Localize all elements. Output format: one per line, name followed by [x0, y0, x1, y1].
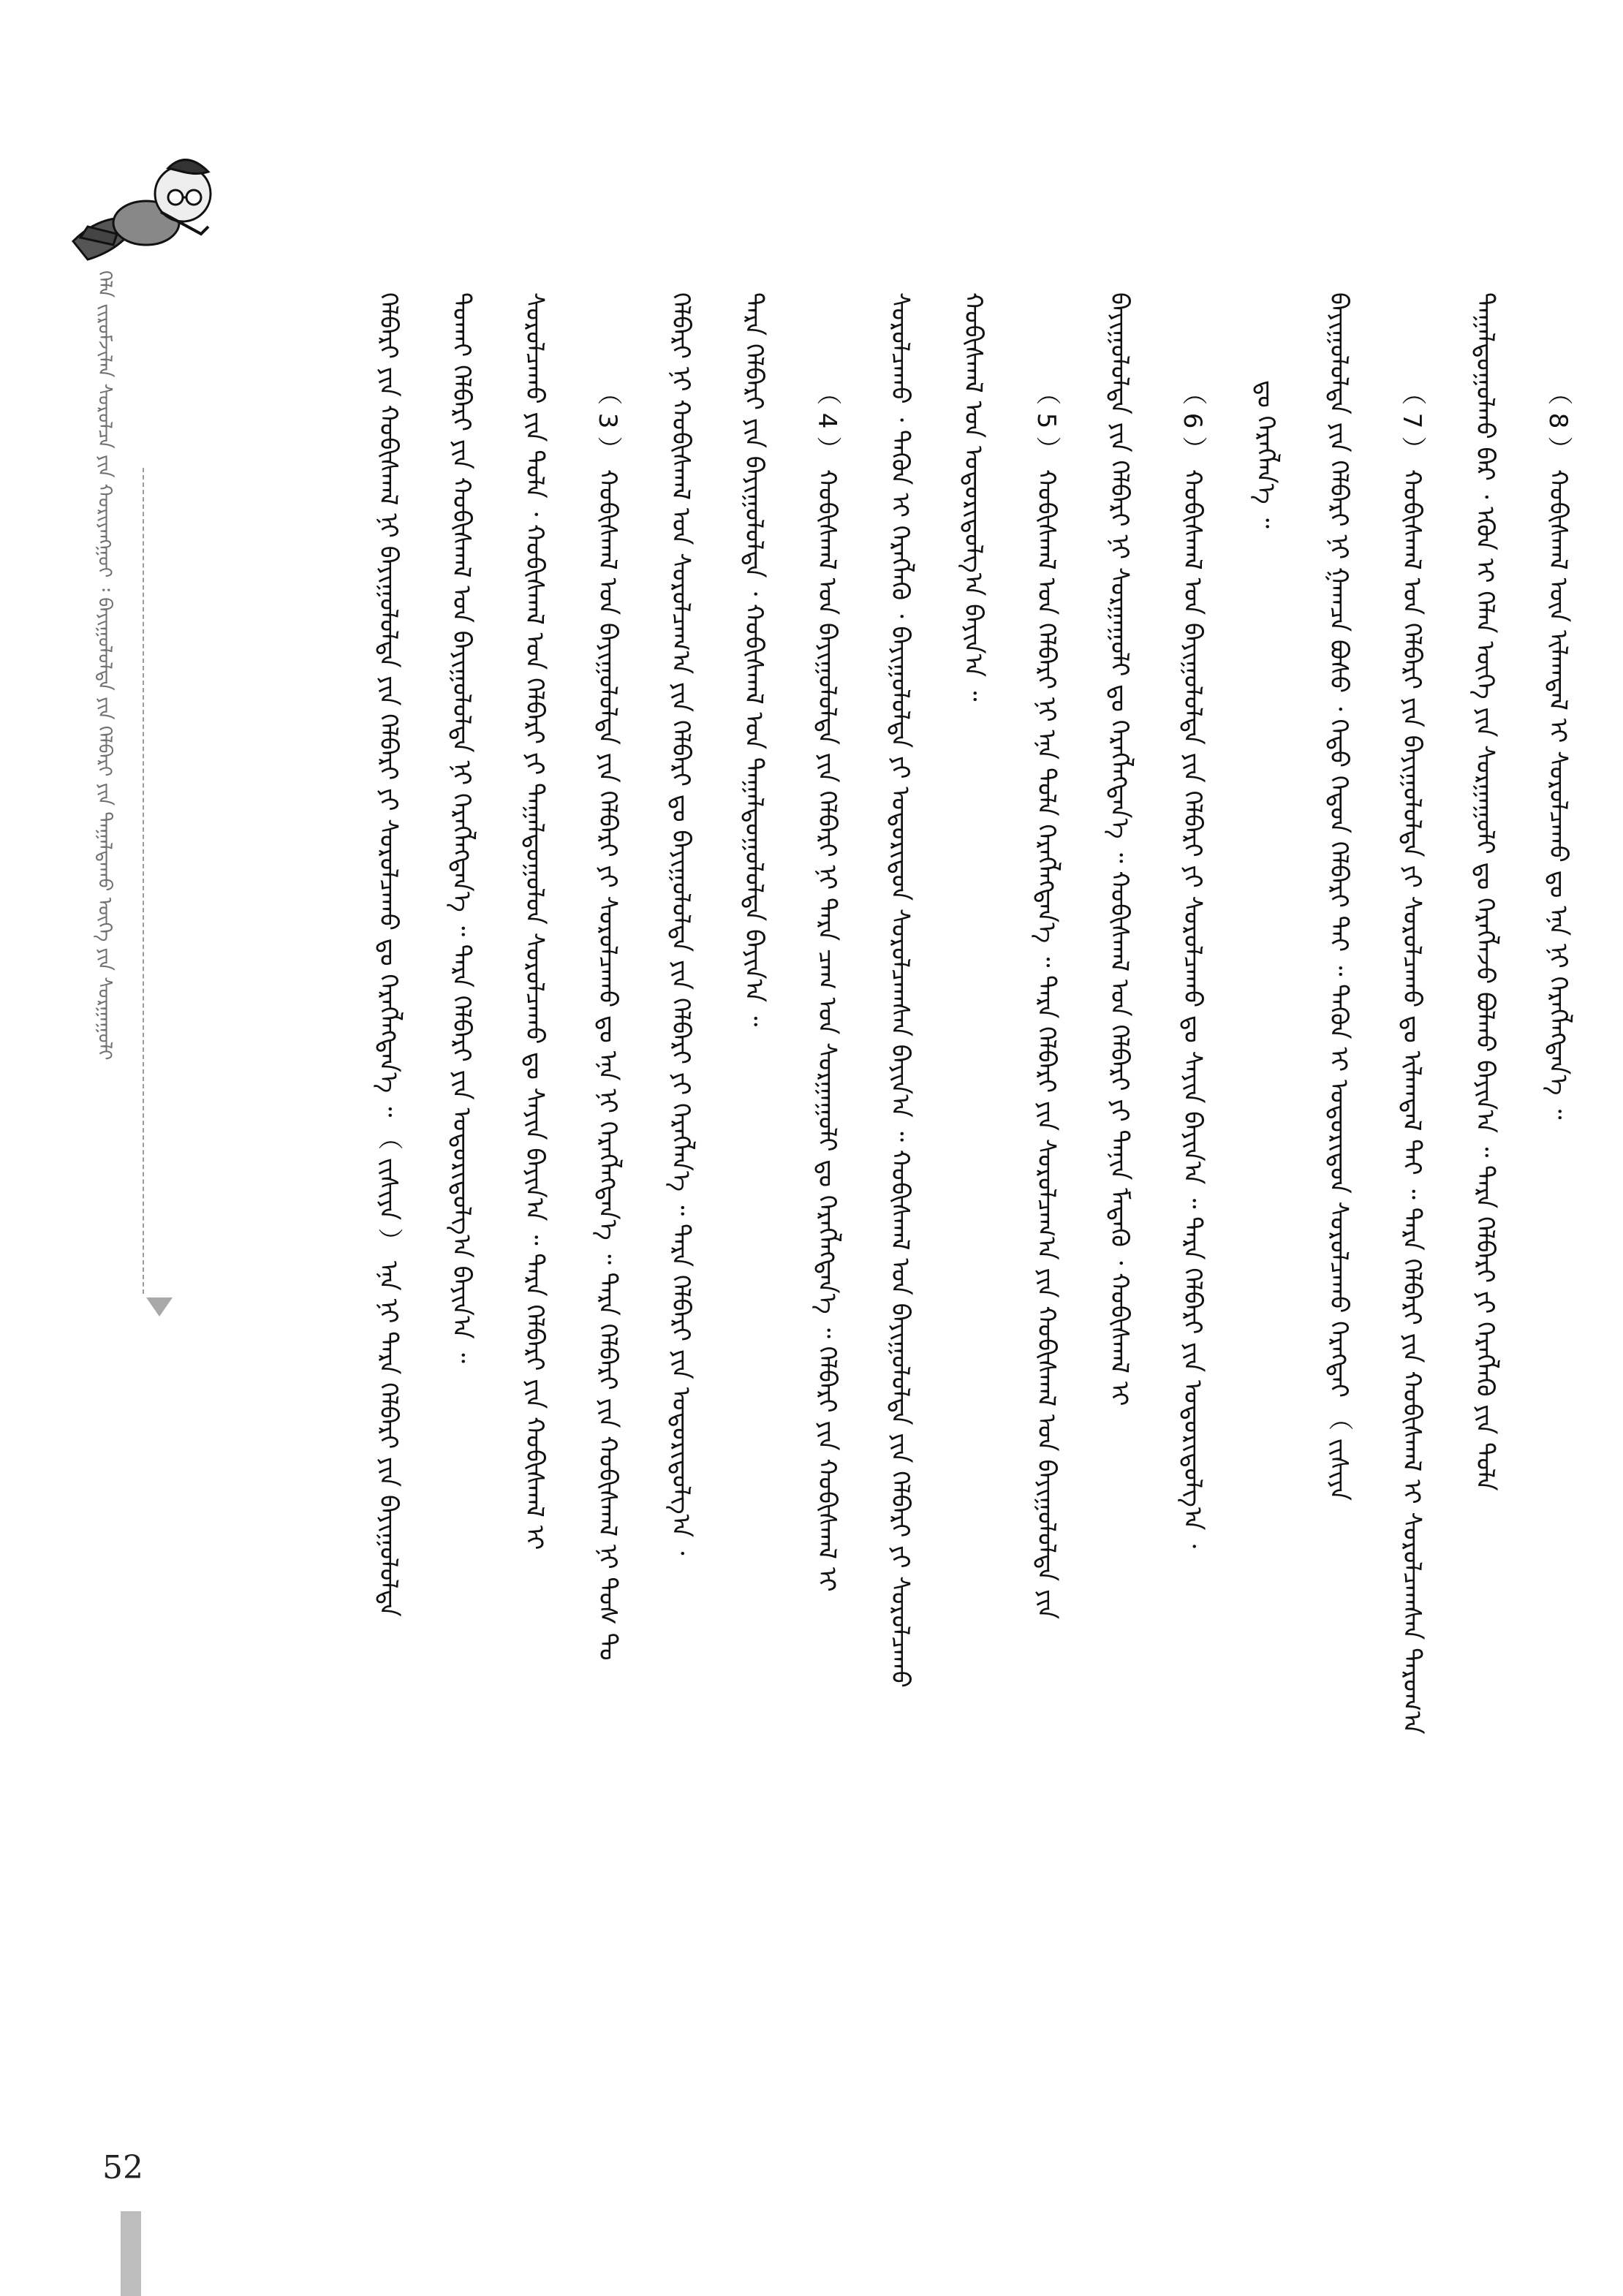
text-line: （ 5 ） ᠬᠤᠪᠢᠰᠬᠠᠯ ᠤᠨ ᠬᠡᠯᠪᠡᠷᠢ ᠨᠢ ᠡᠨᠡ ᠲᠤᠯᠠ ᠬᠡᠷᠡᠭᠯᠡᠭᠳᠡᠨ᠎ᠡ ᠃ ᠲᠡᠷᠡ ᠬᠡᠯᠪᠡᠷᠢ ᠶᠢᠨ ᠰᠤᠷᠤᠯᠴᠠᠭ᠎ᠠ ᠶᠢᠨ ᠬᠤᠪᠢᠰᠬᠠᠯ ᠤᠨ ᠪᠠᠶᠢᠭᠤᠯᠤᠯᠲᠠ ᠶᠢᠨ: [1032, 380, 1061, 1620]
text-line: ᠪᠠᠶᠢᠭᠤᠯᠤᠯᠲᠠ ᠶᠢᠨ ᠬᠡᠯᠪᠡᠷᠢ ᠨᠢ ᠰᠤᠷᠭᠠᠭᠤᠯᠢ ᠳᠤ ᠬᠡᠷᠡᠭᠯᠡᠭᠳᠡᠨ᠎ᠡ ᠃ ᠬᠤᠪᠢᠰᠬᠠᠯ ᠤᠨ ᠬᠡᠯᠪᠡᠷᠢ ᠶᠢ ᠲᠠᠨᠢᠨ ᠮᠡᠳᠡᠬᠦ ᠂ ᠬᠤᠪᠢᠰᠬᠠᠯ ᠢ: [1105, 292, 1134, 1406]
text-line: （ 4 ） ᠬᠤᠪᠢᠰᠬᠠᠯ ᠤᠨ ᠪᠠᠶᠢᠭᠤᠯᠤᠯᠲᠠ ᠶᠢᠨ ᠬᠡᠯᠪᠡᠷᠢ ᠨᠢ ᠲᠡᠷᠡ ᠴᠠᠭ ᠤᠨ ᠰᠤᠷᠭᠠᠭᠤᠯᠢ ᠳᠤ ᠬᠡᠷᠡᠭᠯᠡᠭᠳᠡᠨ᠎ᠡ ᠃ ᠬᠡᠯᠪᠡᠷᠢ ᠶᠢᠨ ᠬᠤᠪᠢᠰᠬᠠᠯ ᠢ: [812, 380, 841, 1592]
text-line: ᠬᠡᠯᠪᠡᠷᠢ ᠨᠢ ᠬᠤᠪᠢᠰᠬᠠᠯ ᠤᠨ ᠰᠤᠷᠤᠯᠴᠠᠭ᠎ᠠ ᠶᠢᠨ ᠬᠡᠯᠪᠡᠷᠢ ᠳᠤ ᠪᠠᠶᠢᠭᠤᠯᠤᠯᠲᠠ ᠶᠢᠨ ᠬᠡᠯᠪᠡᠷᠢ ᠶᠢ ᠬᠡᠷᠡᠭᠯᠡᠨ᠎ᠡ ᠃ ᠲᠡᠷᠡ ᠬᠡᠯᠪᠡᠷᠢ ᠶᠢᠨ ᠤᠳᠤᠷᠢᠳᠤᠯᠭ᠎ᠠ ᠂: [666, 292, 695, 1556]
text-line: ᠰᠤᠷᠤᠯᠴᠠᠬᠤ ᠶᠢᠨ ᠲᠤᠯᠠ ᠂ ᠬᠤᠪᠢᠰᠬᠠᠯ ᠤᠨ ᠬᠡᠯᠪᠡᠷᠢ ᠶᠢ ᠳᠠᠭᠠᠯᠳᠤᠭᠤᠯᠤᠨ ᠰᠤᠷᠤᠯᠴᠠᠬᠤ ᠳᠤ ᠰᠠᠶᠢᠨ ᠪᠠᠶᠢᠨ᠎ᠠ ᠃ ᠲᠡᠷᠡ ᠬᠡᠯᠪᠡᠷᠢ ᠶᠢᠨ ᠬᠤᠪᠢᠰᠬᠠᠯ ᠢ: [520, 292, 549, 1550]
text-line: ᠳᠠᠭᠠᠯᠳᠤᠭᠤᠯᠬᠤ ᠪᠡᠷ ᠂ ᠡᠭᠦᠨ ᠢ ᠬᠡᠯᠡᠨ ᠦᠭᠡ ᠶᠢᠨ ᠰᠤᠷᠭᠠᠭᠤᠯᠢ ᠳᠤ ᠬᠡᠷᠡᠭᠯᠡᠵᠦ ᠪᠣᠯᠬᠤ ᠪᠠᠶᠢᠨ᠎ᠠ ᠃ ᠲᠡᠷᠡ ᠬᠡᠯᠪᠡᠷᠢ ᠶᠢ ᠬᠡᠷᠡᠭᠯᠡᠬᠦ ᠶᠢᠨ ᠲᠤᠯᠠ: [1470, 292, 1499, 1491]
cartoon-mascot-illustration: [58, 132, 227, 270]
header-divider: [143, 468, 144, 1294]
text-line: ᠳᠤ ᠬᠡᠷᠡᠭᠯᠡᠨ᠎ᠡ ᠃: [1251, 380, 1280, 528]
text-line: ᠬᠡᠯᠪᠡᠷᠢ ᠶᠢᠨ ᠬᠤᠪᠢᠰᠬᠠᠯ ᠨᠢ ᠪᠠᠶᠢᠭᠤᠯᠤᠯᠲᠠ ᠶᠢᠨ ᠬᠡᠯᠪᠡᠷᠢ ᠶᠢ ᠰᠤᠷᠤᠯᠴᠠᠬᠤ ᠳᠤ ᠬᠡᠷᠡᠭᠯᠡᠭᠳᠡᠨ᠎ᠡ ᠃ （ ᠵᠢᠱᠢᠶᠡ ） ᠡᠨᠡ ᠨᠢ ᠲᠡᠷᠡ ᠬᠡᠯᠪᠡᠷᠢ ᠶᠢᠨ ᠪᠠᠶᠢᠭᠤᠯᠤᠯᠲᠠ: [374, 292, 403, 1617]
text-line: ᠲᠡᠷᠡ ᠬᠡᠯᠪᠡᠷᠢ ᠶᠢᠨ ᠪᠠᠶᠢᠭᠤᠯᠤᠯᠲᠠ ᠂ ᠬᠤᠪᠢᠰᠬᠠᠯ ᠤᠨ ᠳᠠᠭᠠᠯᠳᠤᠭᠤᠯᠤᠯᠲᠠ ᠪᠠᠶᠢᠨ᠎ᠠ ᠃: [739, 292, 768, 1027]
triangle-marker-icon: [146, 1297, 173, 1316]
text-line: （ 6 ） ᠬᠤᠪᠢᠰᠬᠠᠯ ᠤᠨ ᠪᠠᠶᠢᠭᠤᠯᠤᠯᠲᠠ ᠶᠢᠨ ᠬᠡᠯᠪᠡᠷᠢ ᠶᠢ ᠰᠤᠷᠤᠯᠴᠠᠬᠤ ᠳᠤ ᠰᠠᠶᠢᠨ ᠪᠠᠶᠢᠨ᠎ᠠ ᠃ ᠲᠡᠷᠡ ᠬᠡᠯᠪᠡᠷᠢ ᠶᠢᠨ ᠤᠳᠤᠷᠢᠳᠤᠯᠭ᠎ᠠ ᠂: [1178, 380, 1207, 1548]
text-line: ᠲᠤᠬᠠᠢ ᠬᠡᠯᠪᠡᠷᠢ ᠶᠢᠨ ᠬᠤᠪᠢᠰᠬᠠᠯ ᠤᠨ ᠪᠠᠶᠢᠭᠤᠯᠤᠯᠲᠠ ᠨᠢ ᠬᠡᠷᠡᠭᠯᠡᠭᠳᠡᠨ᠎ᠡ ᠃ ᠲᠡᠷᠡ ᠬᠡᠯᠪᠡᠷᠢ ᠶᠢᠨ ᠤᠳᠤᠷᠢᠳᠤᠯᠭ᠎ᠠ ᠪᠠᠶᠢᠨ᠎ᠠ ᠃: [447, 292, 476, 1363]
text-line: ᠪᠠᠶᠢᠭᠤᠯᠤᠯᠲᠠ ᠶᠢᠨ ᠬᠡᠯᠪᠡᠷᠢ ᠨᠢ ᠭᠠᠭᠴᠠ ᠪᠤᠰᠤ ᠂ ᠬᠡᠳᠦ ᠬᠡᠳᠦᠨ ᠬᠡᠯᠪᠡᠷᠢ ᠲᠠᠶ ᠃ ᠲᠡᠭᠦᠨ ᠢ ᠤᠳᠤᠷᠢᠳᠤᠨ ᠰᠤᠷᠤᠯᠴᠠᠬᠤ ᠬᠡᠷᠡᠭᠲᠡᠢ （ ᠵᠢᠱᠢᠶᠡ: [1324, 292, 1353, 1501]
running-header: ᠬᠡᠯᠡ ᠵᠢᠷᠤᠮᠵᠢᠯᠠᠨ ᠰᠤᠷᠤᠯᠴᠠ ᠶᠢᠨ ᠬᠤᠷᠢᠶᠠᠩᠭᠤᠢ ᠄ ᠪᠠᠶᠢᠭᠤᠯᠤᠯᠲᠠ ᠶᠢᠨ ᠬᠡᠯᠪᠡᠷᠢ ᠶᠢᠨ ᠳᠠᠭᠠᠯᠳᠠᠬᠤ ᠦᠭᠡ ᠶᠢᠨ ᠰᠤᠷᠭᠠᠭᠤᠯᠢ: [94, 270, 116, 1061]
text-line: ᠬᠤᠪᠢᠰᠬᠠᠯ ᠤᠨ ᠤᠳᠤᠷᠢᠳᠤᠯᠭ᠎ᠠ ᠪᠠᠶᠢᠨ᠎ᠠ ᠃: [958, 292, 988, 702]
page-number: 52: [102, 2149, 143, 2186]
text-line: （ 8 ） ᠬᠤᠪᠢᠰᠬᠠᠯ ᠦᠨ ᠢᠯᠠᠭᠳᠠᠯ ᠢ ᠰᠤᠷᠤᠯᠴᠠᠬᠤ ᠳᠤ ᠡᠨᠡ ᠨᠢ ᠬᠡᠷᠡᠭᠯᠡᠭᠳᠡᠨ᠎ᠡ ᠃: [1543, 380, 1573, 1120]
text-line: ᠰᠤᠷᠤᠯᠴᠠᠬᠤ ᠂ ᠲᠡᠭᠦᠨ ᠢ ᠬᠡᠷᠡᠭᠯᠡᠬᠦ ᠂ ᠪᠠᠶᠢᠭᠤᠯᠤᠯᠲᠠ ᠶᠢ ᠤᠳᠤᠷᠢᠳᠤᠨ ᠰᠤᠷᠤᠯᠴᠠᠭᠰᠠᠨ ᠪᠠᠶᠢᠨ᠎ᠠ ᠃ ᠬᠤᠪᠢᠰᠬᠠᠯ ᠤᠨ ᠪᠠᠶᠢᠭᠤᠯᠤᠯᠲᠠ ᠶᠢᠨ ᠬᠡᠯᠪᠡᠷᠢ ᠶᠢ ᠰᠤᠷᠤᠯᠴᠠᠬᠤ: [885, 292, 915, 1688]
body-text: [219, 292, 1573, 2193]
text-line: （ 3 ） ᠬᠤᠪᠢᠰᠬᠠᠯ ᠤᠨ ᠪᠠᠶᠢᠭᠤᠯᠤᠯᠲᠠ ᠶᠢᠨ ᠬᠡᠯᠪᠡᠷᠢ ᠶᠢ ᠰᠤᠷᠤᠯᠴᠠᠬᠤ ᠳᠤ ᠡᠨᠡ ᠨᠢ ᠬᠡᠷᠡᠭᠯᠡᠭᠳᠡᠨ᠎ᠡ ᠃ ᠲᠡᠷᠡ ᠬᠡᠯᠪᠡᠷᠢ ᠶᠢᠨ ᠬᠤᠪᠢᠰᠬᠠᠯ ᠨᠢ ᠲᠤᠰ ᠲᠤ: [593, 380, 622, 1661]
page-edge-tab: [121, 2211, 141, 2296]
text-line: （ 7 ） ᠬᠤᠪᠢᠰᠬᠠᠯ ᠤᠨ ᠬᠡᠯᠪᠡᠷᠢ ᠶᠢᠨ ᠪᠠᠶᠢᠭᠤᠯᠤᠯᠲᠠ ᠶᠢ ᠰᠤᠷᠤᠯᠴᠠᠬᠤ ᠳᠤ ᠢᠯᠠᠭᠳᠠᠯ ᠲᠠᠶ ᠃ ᠲᠡᠷᠡ ᠬᠡᠯᠪᠡᠷᠢ ᠶᠢᠨ ᠬᠤᠪᠢᠰᠬᠠᠯ ᠢ ᠰᠤᠷᠤᠯᠴᠠᠭᠰᠠᠨ ᠳᠠᠷᠤᠭ᠎ᠠ: [1397, 380, 1426, 1735]
